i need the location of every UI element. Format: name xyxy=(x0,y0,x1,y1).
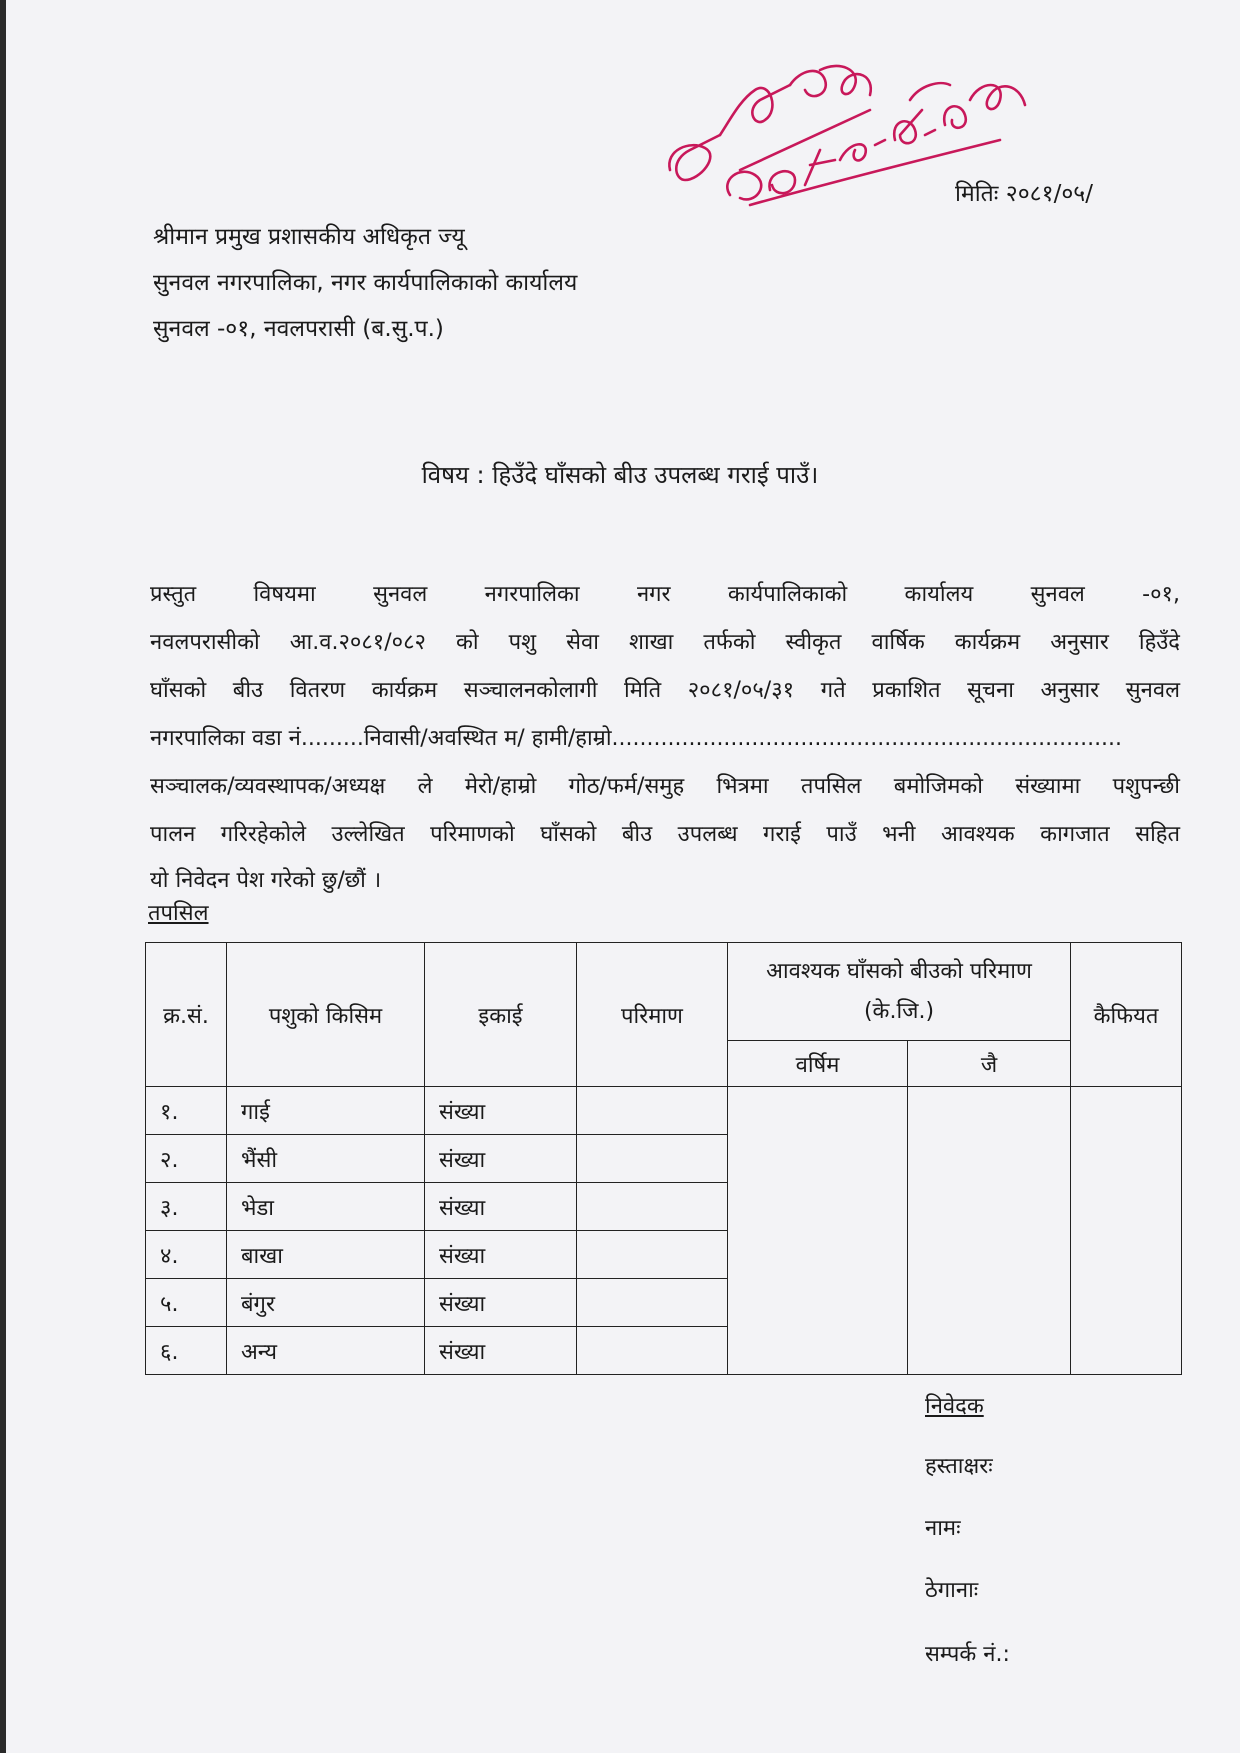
header-seed-quantity-line1: आवश्यक घाँसको बीउको परिमाण xyxy=(766,958,1032,984)
row-4-quantity-cell[interactable] xyxy=(577,1231,728,1279)
signature-label: हस्ताक्षरः xyxy=(925,1454,993,1479)
row-5-animal: बंगुर xyxy=(227,1279,425,1327)
body-line-7: यो निवेदन पेश गरेको छु/छौं । xyxy=(150,868,382,893)
header-seed-quantity-line2: (के.जि.) xyxy=(863,998,935,1024)
row-3-quantity-cell[interactable] xyxy=(577,1183,728,1231)
addressee-line-1: श्रीमान प्रमुख प्रशासकीय अधिकृत ज्यू xyxy=(153,224,465,250)
row-4-sn: ४. xyxy=(146,1231,227,1279)
remarks-cell[interactable] xyxy=(1071,1087,1182,1375)
jai-cell[interactable] xyxy=(908,1087,1071,1375)
body-line-3: घाँसको बीउ वितरण कार्यक्रम सञ्चालनकोलागी मिति २०८१/०५/३१ गते प्रकाशित सूचना अनुसार सुनवल xyxy=(150,678,1180,703)
body-line-4: नगरपालिका वडा नं.........निवासी/अवस्थित म/ हामी/हाम्रो......................................................................... xyxy=(150,726,1123,751)
header-sn: क्र.सं. xyxy=(146,943,227,1087)
row-6-unit: संख्या xyxy=(425,1327,577,1375)
row-4-animal: बाखा xyxy=(227,1231,425,1279)
row-2-unit: संख्या xyxy=(425,1135,577,1183)
subject-line: विषय : हिउँदे घाँसको बीउ उपलब्ध गराई पाउँ। xyxy=(421,461,819,489)
header-unit: इकाई xyxy=(425,943,577,1087)
row-3-unit: संख्या xyxy=(425,1183,577,1231)
contact-label: सम्पर्क नं.: xyxy=(925,1642,1010,1667)
body-line-5: सञ्चालक/व्यवस्थापक/अध्यक्ष ले मेरो/हाम्रो गोठ/फर्म/समुह भित्रमा तपसिल बमोजिमको संख्यामा पशुपन्छी xyxy=(150,774,1180,799)
row-2-animal: भैंसी xyxy=(227,1135,425,1183)
row-1-sn: १. xyxy=(146,1087,227,1135)
scan-edge xyxy=(0,0,6,1753)
date-label: मितिः २०८१/०५/ xyxy=(955,181,1093,207)
row-6-animal: अन्य xyxy=(227,1327,425,1375)
header-seed-quantity xyxy=(728,943,1071,1041)
address-label: ठेगानाः xyxy=(925,1578,979,1603)
row-1-quantity-cell[interactable] xyxy=(577,1087,728,1135)
body-line-6: पालन गरिरहेकोले उल्लेखित परिमाणको घाँसको बीउ उपलब्ध गराई पाउँ भनी आवश्यक कागजात सहित xyxy=(150,822,1180,847)
header-barsim: वर्षिम xyxy=(728,1041,908,1087)
barsim-cell[interactable] xyxy=(728,1087,908,1375)
row-3-animal: भेडा xyxy=(227,1183,425,1231)
row-5-unit: संख्या xyxy=(425,1279,577,1327)
header-remarks: कैफियत xyxy=(1071,943,1182,1087)
header-quantity: परिमाण xyxy=(577,943,728,1087)
row-3-sn: ३. xyxy=(146,1183,227,1231)
livestock-table xyxy=(145,942,1182,1375)
addressee-line-3: सुनवल -०१, नवलपरासी (ब.सु.प.) xyxy=(153,316,444,342)
row-2-quantity-cell[interactable] xyxy=(577,1135,728,1183)
row-6-sn: ६. xyxy=(146,1327,227,1375)
row-6-quantity-cell[interactable] xyxy=(577,1327,728,1375)
row-5-quantity-cell[interactable] xyxy=(577,1279,728,1327)
header-jai: जै xyxy=(908,1041,1071,1087)
body-line-1: प्रस्तुत विषयमा सुनवल नगरपालिका नगर कार्यपालिकाको कार्यालय सुनवल -०१, xyxy=(150,582,1180,607)
body-line-2: नवलपरासीको आ.व.२०८१/०८२ को पशु सेवा शाखा तर्फको स्वीकृत वार्षिक कार्यक्रम अनुसार हिउँदे xyxy=(150,630,1180,655)
tapasil-heading: तपसिल xyxy=(148,901,209,926)
row-1-animal: गाई xyxy=(227,1087,425,1135)
row-2-sn: २. xyxy=(146,1135,227,1183)
name-label: नामः xyxy=(925,1516,961,1541)
row-1-unit: संख्या xyxy=(425,1087,577,1135)
applicant-title: निवेदक xyxy=(925,1394,984,1419)
row-4-unit: संख्या xyxy=(425,1231,577,1279)
row-5-sn: ५. xyxy=(146,1279,227,1327)
addressee-line-2: सुनवल नगरपालिका, नगर कार्यपालिकाको कार्यालय xyxy=(153,270,578,296)
header-animal-type: पशुको किसिम xyxy=(227,943,425,1087)
